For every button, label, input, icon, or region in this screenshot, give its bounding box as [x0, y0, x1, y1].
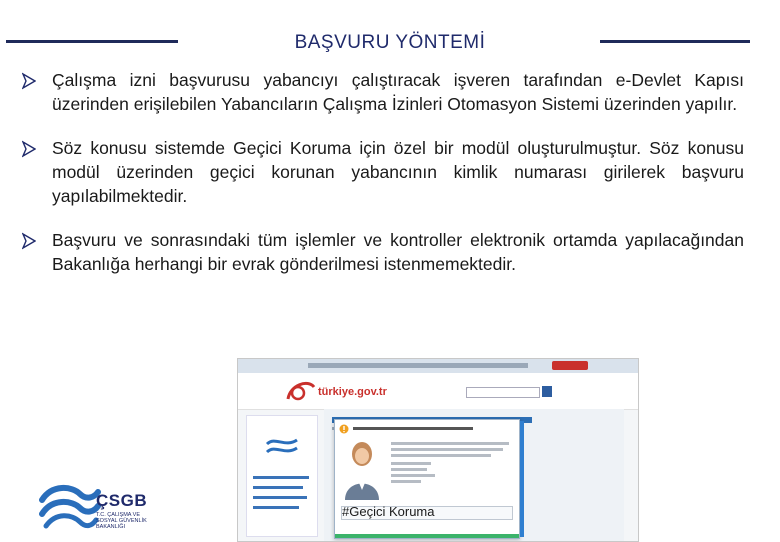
screenshot-top-links: [308, 363, 528, 368]
bullet-text: Başvuru ve sonrasındaki tüm işlemler ve kontroller elektronik ortamda yapılacağından Bakanlığa herhangi bir evrak gönderilmesi istenmemektedir.: [52, 230, 744, 274]
screenshot-search-button: [542, 386, 552, 397]
edevlet-screenshot: [237, 358, 639, 542]
bullet-list: [22, 68, 744, 296]
screenshot-search-box: [466, 387, 540, 398]
dialog-list-line: [391, 462, 431, 465]
title-rule-right: [600, 40, 750, 43]
bullet-item: [22, 136, 744, 208]
screenshot-login-button: [552, 361, 588, 370]
dialog-list-line: [391, 468, 427, 471]
sidebar-link-line: [253, 496, 307, 499]
screenshot-dialog: [334, 419, 520, 539]
dialog-list-line: [391, 480, 421, 483]
warning-icon: [339, 424, 349, 434]
arrow-bullet-icon: [22, 140, 36, 158]
bullet-item: [22, 228, 744, 276]
dialog-text-line: [391, 454, 491, 457]
bullet-item: [22, 68, 744, 116]
sidebar-link-line: [253, 476, 309, 479]
turkiye-gov-logo-icon: [284, 377, 414, 405]
sidebar-link-line: [253, 506, 299, 509]
dialog-text-line: [391, 442, 509, 445]
logo-subtitle: T.C. ÇALIŞMA VE SOSYAL GÜVENLİK BAKANLIĞI: [96, 512, 147, 530]
logo-abbreviation: ÇSGB: [96, 491, 148, 510]
arrow-bullet-icon: [22, 232, 36, 250]
csgb-mini-logo-icon: [265, 434, 299, 462]
bullet-text: Çalışma izni başvurusu yabancıyı çalıştıracak işveren tarafından e-Devlet Kapısı üzerinden erişilebilen Yabancıların Çalışma İzinleri Otomasyon Sistemi üzerinden yapılır.: [52, 70, 744, 114]
arrow-bullet-icon: [22, 72, 36, 90]
screenshot-caption: #Geçici Koruma: [342, 504, 435, 519]
dialog-green-bar: [335, 534, 519, 538]
embedded-brand: türkiye.gov.tr: [318, 386, 387, 398]
assistant-person-icon: [341, 438, 383, 500]
dialog-title-line: [353, 427, 473, 430]
screenshot-blue-bar: [520, 421, 524, 537]
screenshot-topbar: [238, 359, 638, 374]
dialog-list-line: [391, 474, 435, 477]
screenshot-sidebar: [246, 415, 318, 537]
slide-title: BAŞVURU YÖNTEMİ: [294, 32, 486, 53]
screenshot-header: [238, 373, 638, 410]
dialog-text-line: [391, 448, 503, 451]
sidebar-link-line: [253, 486, 303, 489]
title-rule-left: [6, 40, 178, 43]
bullet-text: Söz konusu sistemde Geçici Koruma için özel bir modül oluşturulmuştur. Söz konusu modül üzerinden geçici korunan yabancının kimlik numarası girilerek başvuru yapılabilmektedir.: [52, 138, 744, 206]
